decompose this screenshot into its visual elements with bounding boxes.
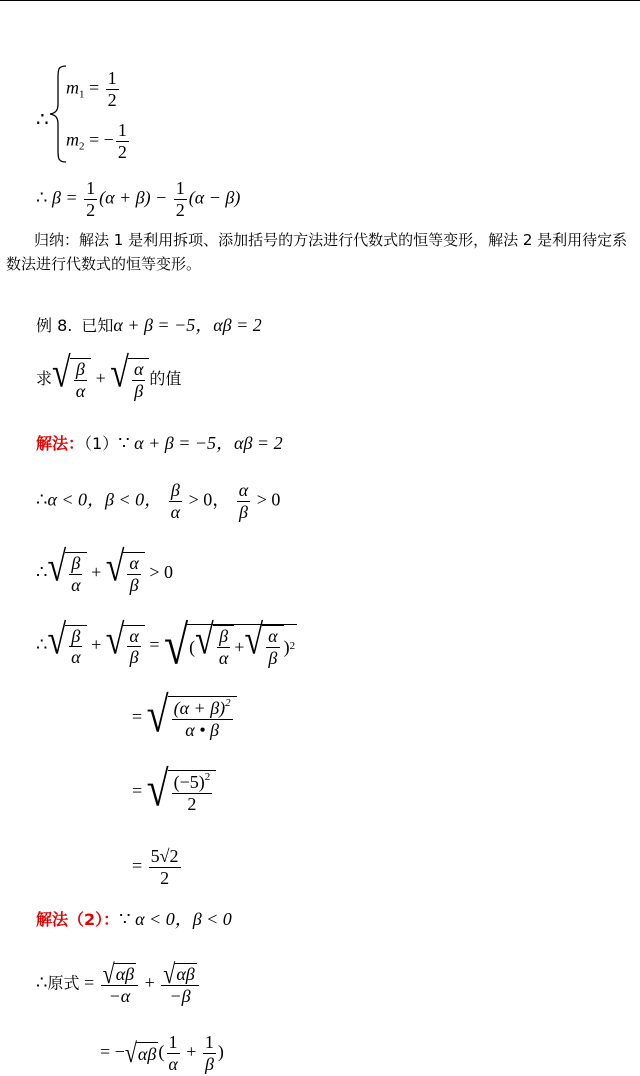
solution1-signs: ∴α < 0，β < 0， $\frac{\beta}{\alpha}$ > 0， $\frac{\alpha}{\beta}$ > 0: [36, 480, 281, 522]
m2-equation: $m_2$ = − $\frac{1}{2}$: [66, 120, 127, 162]
fraction: $\frac{5√2}{2}$: [150, 846, 179, 888]
solution1-step1: ∴ √ $\frac{\beta}{\alpha}$ + √ $\frac{\alpha}{\beta}$ = √ ( √ $\frac{\beta}{\alpha}$ + √ $\frac{\alpha}{\beta}$ ) 2: [36, 614, 296, 676]
solution2-step1: ∴原式 = √ αβ −α + √ αβ −β: [36, 962, 201, 1007]
fraction: $\frac{1}{2}$: [175, 178, 185, 220]
outer-sqrt: √ ( √ $\frac{\beta}{\alpha}$ + √ $\frac{\alpha}{\beta}$ ) 2: [164, 614, 296, 676]
m1-equation: $m_1$ = $\frac{1}{2}$: [66, 68, 117, 110]
solution1-heading: 解法：（1）∵ α + β = −5，αβ = 2: [36, 433, 283, 453]
solution1-label: 解法：: [36, 434, 85, 453]
beta-expression-line: ∴ β = $\frac{1}{2}$ (α + β) − $\frac{1}{2}$ (α − β): [36, 178, 241, 220]
solution1-step4: = $\frac{5√2}{2}$: [132, 846, 179, 888]
sqrt-beta-over-alpha: √ $\frac{\beta}{\alpha}$: [52, 358, 91, 401]
solution1-positive: ∴ √ $\frac{\beta}{\alpha}$ + √ $\frac{\alpha}{\beta}$ > 0: [36, 544, 174, 595]
solution2-label: 解法（2）：: [36, 910, 120, 929]
solution1-step2: = √ $\frac{(\alpha + \beta)^2}{\alpha • \beta}$: [132, 696, 237, 740]
solution2-heading: 解法（2）：∵ α < 0，β < 0: [36, 909, 232, 929]
fraction: $\frac{1}{2}$: [117, 120, 127, 162]
solution2-step2: = − √ αβ ( $\frac{1}{\alpha}$ + $\frac{1}{\beta}$ ): [100, 1032, 224, 1074]
example-heading: 例 8. 已知α + β = −5，αβ = 2: [36, 315, 262, 335]
therefore-symbol: ∴: [36, 109, 49, 131]
example-question: 求 √ $\frac{\beta}{\alpha}$ + √ $\frac{\alpha}{\beta}$ 的值: [36, 350, 182, 401]
solution1-step3: = √ $\frac{(-5)^2}{2}$: [132, 770, 216, 814]
fraction: $\frac{\alpha}{\beta}$: [238, 480, 249, 522]
fraction: $\frac{1}{2}$: [107, 68, 117, 110]
page-top-border: [0, 0, 640, 1]
summary-paragraph: 归纳：解法 1 是利用拆项、添加括号的方法进行代数式的恒等变形，解法 2 是利用待定系数法进行代数式的恒等变形。: [6, 231, 628, 273]
fraction: $\frac{\beta}{\alpha}$: [170, 480, 181, 522]
sqrt-alpha-over-beta: √ $\frac{\alpha}{\beta}$: [110, 358, 149, 401]
fraction: $\frac{1}{2}$: [86, 178, 96, 220]
